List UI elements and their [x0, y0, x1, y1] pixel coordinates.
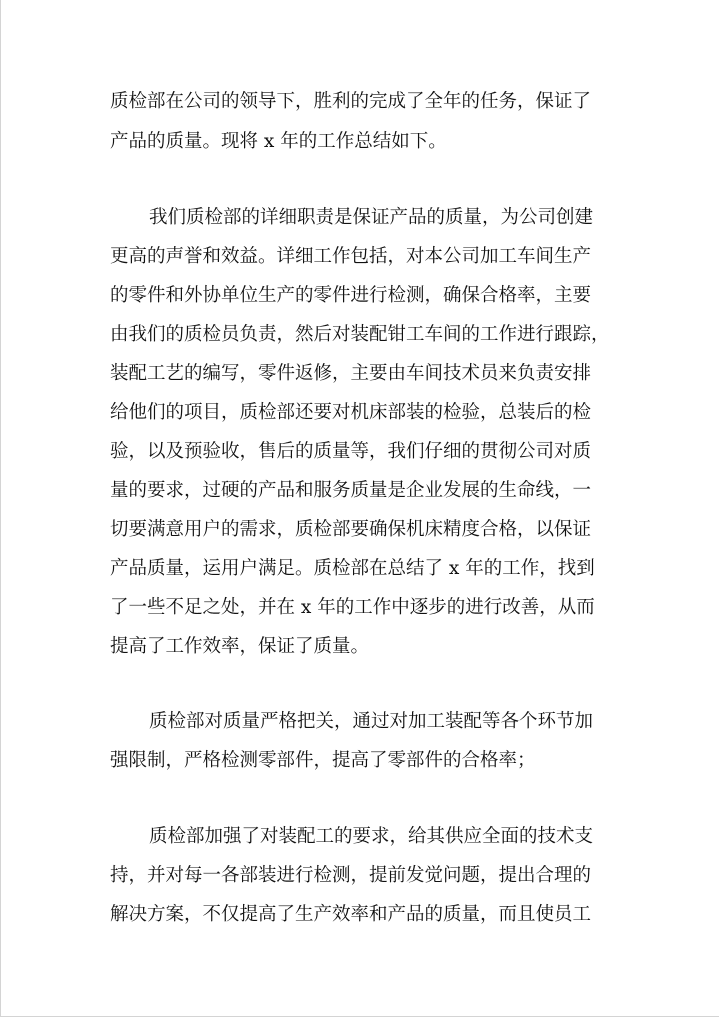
text-line: 产品质量，运用户满足。质检部在总结了 x 年的工作，找到	[110, 558, 595, 579]
text-line: 更高的声誉和效益。详细工作包括，对本公司加工车间生产	[110, 246, 592, 267]
text-line: 验，以及预验收，售后的质量等，我们仔细的贯彻公司对质	[110, 441, 592, 462]
text-line: 给他们的项目，质检部还要对机床部装的检验，总装后的检	[110, 402, 592, 423]
text-line: 装配工艺的编写，零件返修，主要由车间技术员来负责安排	[110, 363, 592, 384]
text-line: 我们质检部的详细职责是保证产品的质量，为公司创建	[149, 207, 594, 228]
text-line: 质检部在公司的领导下，胜利的完成了全年的任务，保证了	[110, 91, 592, 112]
text-line: 质检部加强了对装配工的要求，给其供应全面的技术支	[149, 826, 594, 847]
text-line: 持，并对每一各部装进行检测，提前发觉问题，提出合理的	[110, 865, 592, 886]
text-line: 的零件和外协单位生产的零件进行检测，确保合格率，主要	[110, 285, 592, 306]
text-line: 量的要求，过硬的产品和服务质量是企业发展的生命线，一	[110, 480, 592, 501]
text-line: 质检部对质量严格把关，通过对加工装配等各个环节加	[149, 711, 594, 732]
text-line: 提高了工作效率，保证了质量。	[110, 636, 370, 657]
text-line: 产品的质量。现将 x 年的工作总结如下。	[110, 131, 447, 152]
text-line: 切要满意用户的需求，质检部要确保机床精度合格，以保证	[110, 519, 592, 540]
text-line: 了一些不足之处，并在 x 年的工作中逐步的进行改善，从而	[110, 597, 595, 618]
text-line: 由我们的质检员负责，然后对装配钳工车间的工作进行跟踪，	[110, 324, 610, 345]
text-line: 解决方案，不仅提高了生产效率和产品的质量，而且使员工	[110, 904, 592, 925]
text-line: 强限制，严格检测零部件，提高了零部件的合格率；	[110, 750, 536, 771]
